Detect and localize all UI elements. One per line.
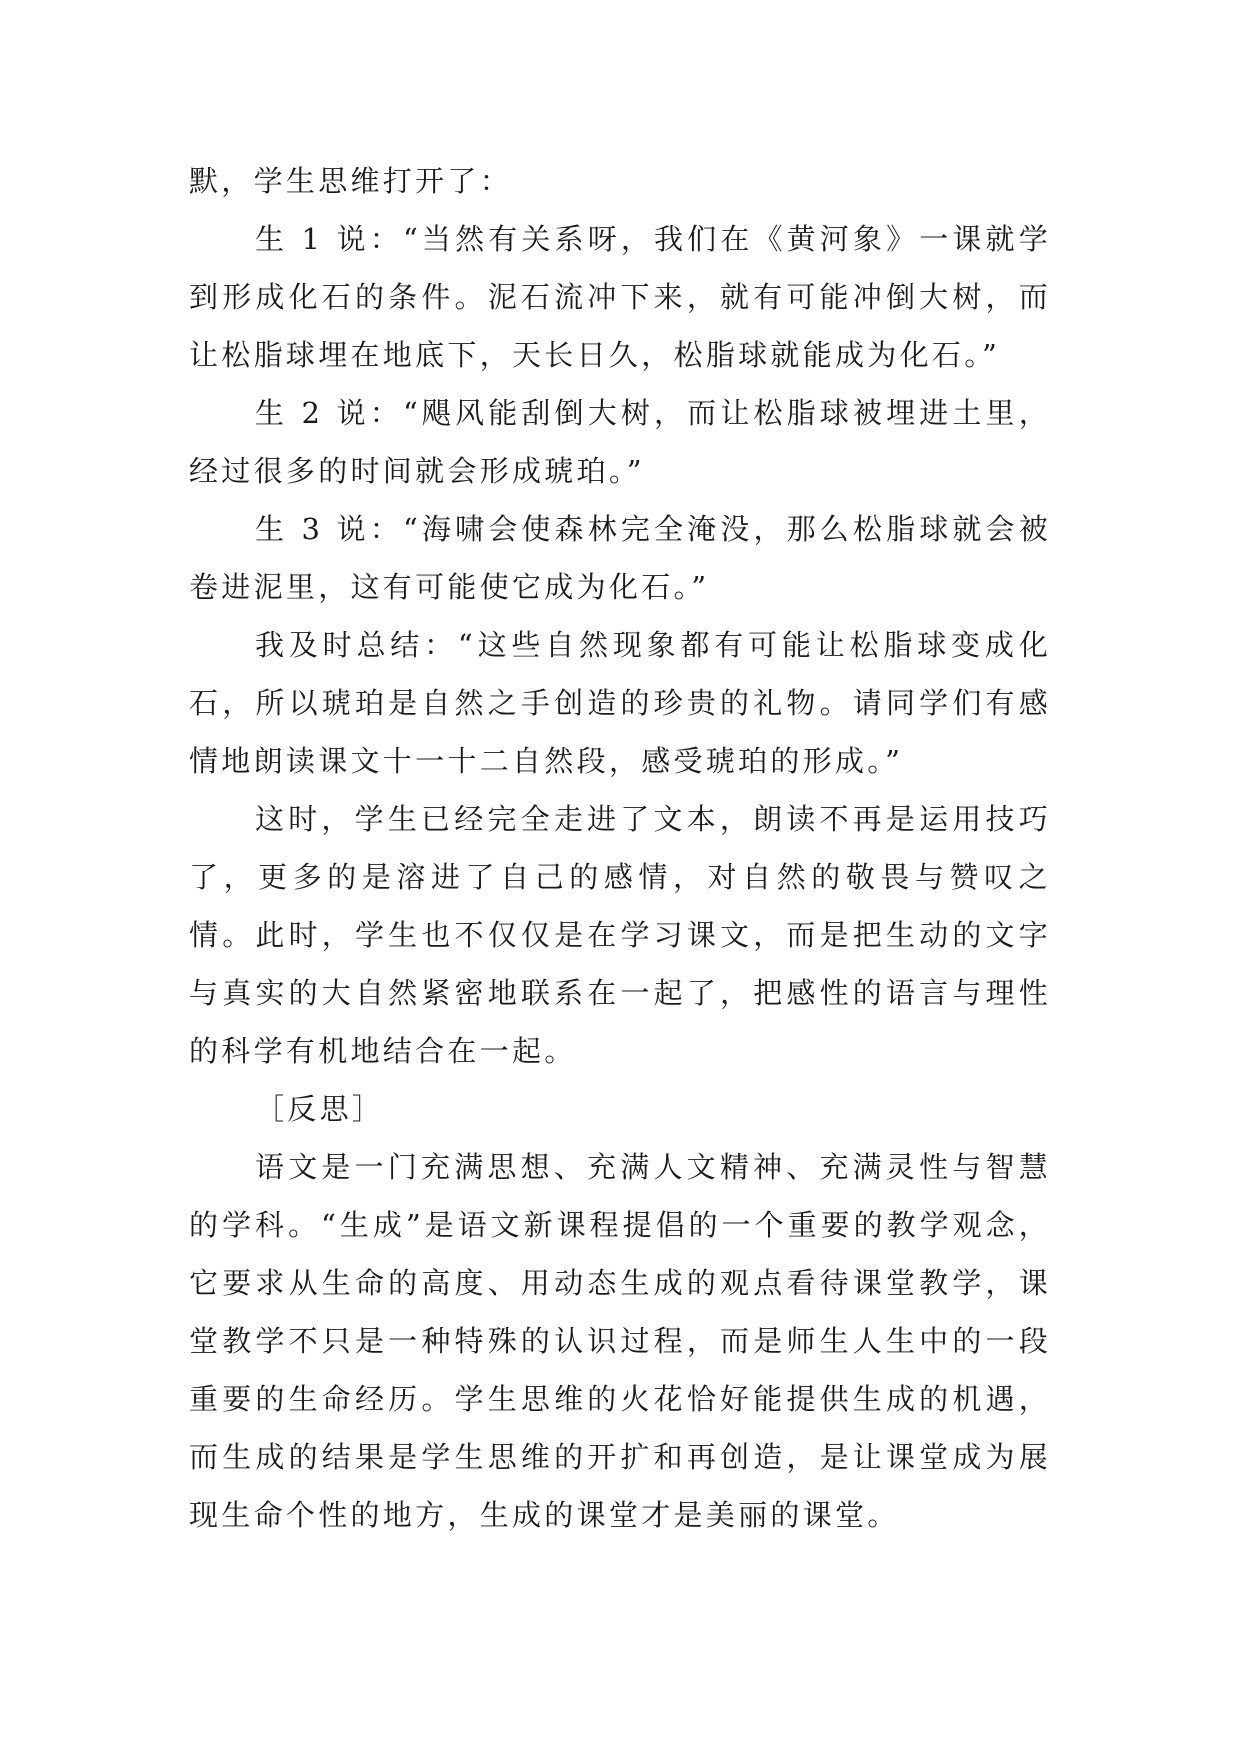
paragraph-reflection: 语文是一门充满思想、充满人文精神、充满灵性与智慧的学科。“生成”是语文新课程提倡的一个重要的教学观念，它要求从生命的高度、用动态生成的观点看待课堂教学，课堂教学不只是一种特殊的认识过程，而是师生人生中的一段重要的生命经历。学生思维的火花恰好能提供生成的机遇，而生成的结果是学生思维的开扩和再创造，是让课堂成为展现生命个性的地方，生成的课堂才是美丽的课堂。 bbox=[189, 1150, 1051, 1532]
paragraph-student-2: 生 2 说：“飓风能刮倒大树，而让松脂球被埋进土里，经过很多的时间就会形成琥珀。” bbox=[189, 396, 1051, 488]
paragraph-teacher-summary: 我及时总结：“这些自然现象都有可能让松脂球变成化石，所以琥珀是自然之手创造的珍贵的礼物。请同学们有感情地朗读课文十一十二自然段，感受琥珀的形成。” bbox=[189, 628, 1051, 778]
document-body bbox=[189, 152, 1051, 1544]
paragraph-observation: 这时，学生已经完全走进了文本，朗读不再是运用技巧了，更多的是溶进了自己的感情，对自然的敬畏与赞叹之情。此时，学生也不仅仅是在学习课文，而是把生动的文字与真实的大自然紧密地联系在一起了，把感性的语言与理性的科学有机地结合在一起。 bbox=[189, 802, 1051, 1068]
paragraph-continuation: 默，学生思维打开了： bbox=[189, 164, 513, 198]
section-heading-reflection: ［反思］ bbox=[255, 1092, 385, 1126]
paragraph-student-1: 生 1 说：“当然有关系呀，我们在《黄河象》一课就学到形成化石的条件。泥石流冲下来，就有可能冲倒大树，而让松脂球埋在地底下，天长日久，松脂球就能成为化石。” bbox=[189, 222, 1051, 372]
paragraph-student-3: 生 3 说：“海啸会使森林完全淹没，那么松脂球就会被卷进泥里，这有可能使它成为化石。” bbox=[189, 512, 1051, 604]
